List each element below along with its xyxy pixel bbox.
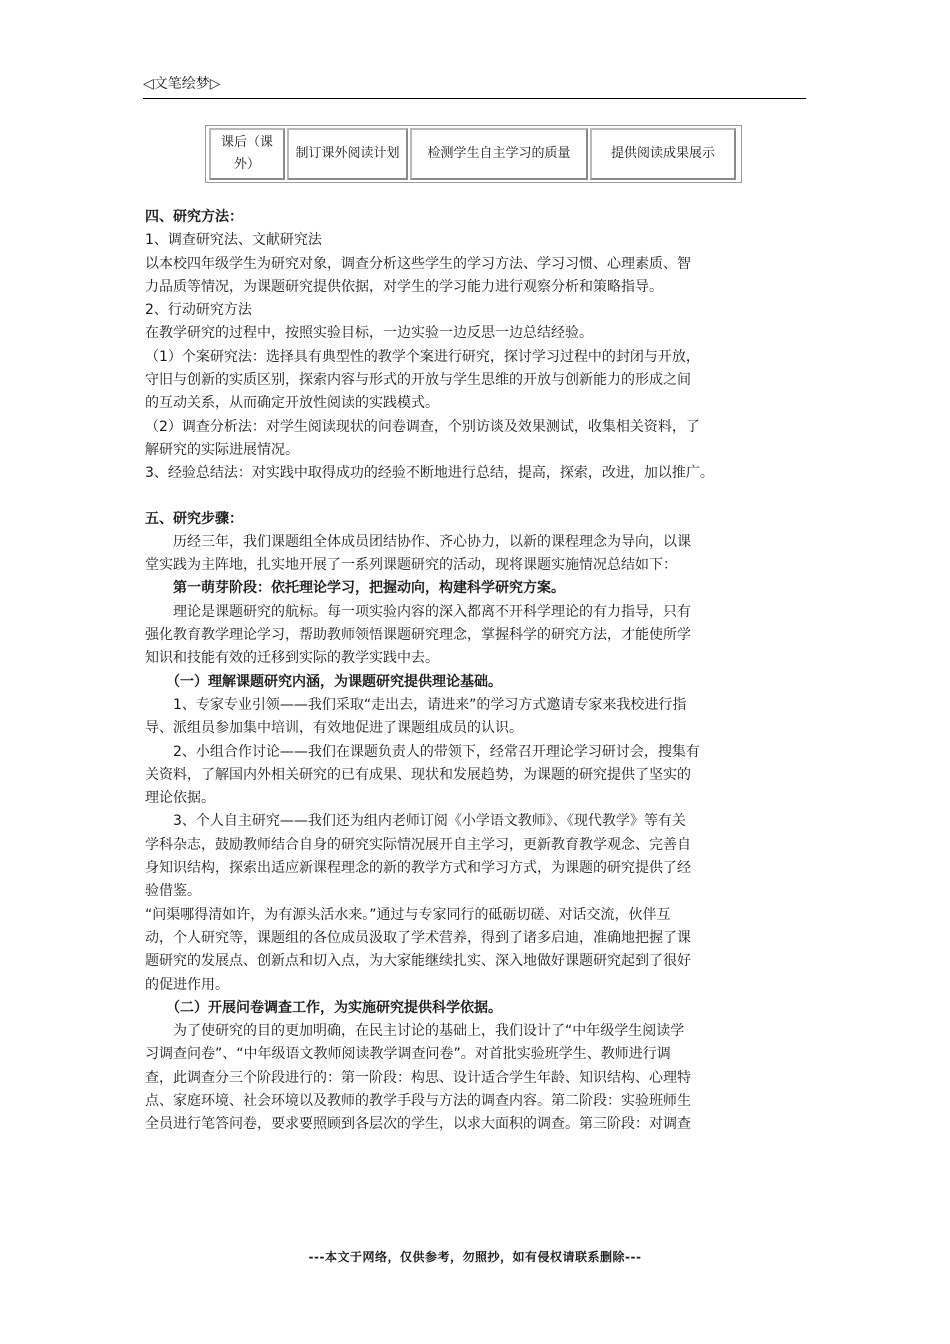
text-line: 强化教育教学理论学习，帮助教师领悟课题研究理念，掌握科学的研究方法，才能使所学 [145,627,691,644]
table-cell-stage [209,128,285,180]
blank-line [145,486,817,508]
text-line: 知识和技能有效的迁移到实际的教学实践中去。 [145,650,439,667]
text-line: 点、家庭环境、社会环境以及教师的教学手段与方法的调查内容。第二阶段：实验班师生 [145,1092,691,1109]
text-line: 习调查问卷”、“中年级语文教师阅读教学调查问卷”。对首批实验班学生、教师进行调 [145,1046,671,1063]
text-line: 堂实践为主阵地，扎实地开展了一系列课题研究的活动，现将课题实施情况总结如下： [145,557,677,574]
text-line: 力品质等情况，为课题研究提供依据，对学生的学习能力进行观察分析和策略指导。 [145,278,663,295]
text-line: 关资料，了解国内外相关研究的已有成果、现状和发展趋势，为课题的研究提供了坚实的 [145,766,691,783]
text-line: 在教学研究的过程中，按照实验目标，一边实验一边反思一边总结经验。 [145,325,593,342]
text-line: 为了使研究的目的更加明确，在民主讨论的基础上，我们设计了“中年级学生阅读学 [145,1023,685,1040]
text-line: 动，个人研究等，课题组的各位成员汲取了学术营养，得到了诸多启迪，准确地把握了课 [145,929,691,946]
section-heading: （二）开展问卷调查工作，为实施研究提供科学依据。 [145,999,502,1016]
cell-text: 提供阅读成果展示 [610,146,715,161]
footer-disclaimer: ---本文于网络，仅供参考，勿照抄，如有侵权请联系删除--- [308,1250,642,1264]
text-line: 历经三年，我们课题组全体成员团结协作、齐心协力，以新的课程理念为导向，以课 [145,533,691,550]
section-heading: 四、研究方法： [145,209,243,225]
text-line: 查，此调查分三个阶段进行的：第一阶段：构思、设计适合学生年龄、知识结构、心理特 [145,1069,691,1086]
text-line: （2）调查分析法：对学生阅读现状的问卷调查，个别访谈及效果测试，收集相关资料，了 [145,418,700,435]
text-line: 全员进行笔答问卷，要求要照顾到各层次的学生，以求大面积的调查。第三阶段：对调查 [145,1116,691,1133]
text-line: 的互动关系，从而确定开放性阅读的实践模式。 [145,395,439,412]
text-line: 2、行动研究方法 [145,302,252,319]
text-line: 理论依据。 [145,790,215,807]
text-line: 1、专家专业引领——我们采取“走出去，请进来”的学习方式邀请专家来我校进行指 [145,696,687,713]
table-cell-check [410,128,588,180]
plan-table-row [205,125,742,183]
text-line: 以本校四年级学生为研究对象，调查分析这些学生的学习方法、学习习惯、心理素质、智 [145,255,691,272]
document-body [145,206,817,1137]
table-cell-plan [287,128,408,180]
text-line: 2、小组合作讨论——我们在课题负责人的带领下，经常召开理论学习研讨会，搜集有 [145,743,700,760]
text-line: “问渠哪得清如许，为有源头活水来。”通过与专家同行的砥砺切磋、对话交流，伙伴互 [145,906,671,923]
brand-logo-text: ◁文笔绘梦▷ [143,76,221,92]
text-line: （1）个案研究法：选择具有典型性的教学个案进行研究，探讨学习过程中的封闭与开放， [145,348,700,365]
section-heading: 五、研究步骤： [145,510,243,527]
text-line: 学科杂志，鼓励教师结合自身的研究实际情况展开自主学习，更新教育教学观念、完善自 [145,836,691,853]
text-line: 理论是课题研究的航标。每一项实验内容的深入都离不开科学理论的有力指导，只有 [145,603,691,620]
text-line: 1、调查研究法、文献研究法 [145,232,322,249]
text-line: 解研究的实际进展情况。 [145,441,299,458]
table-cell-show [590,128,736,180]
text-line: 导、派组员参加集中培训，有效地促进了课题组成员的认识。 [145,720,523,737]
text-line: 的促进作用。 [145,976,229,993]
text-line: 题研究的发展点、创新点和切入点，为大家能继续扎实、深入地做好课题研究起到了很好 [145,953,691,970]
text-line: 身知识结构，探索出适应新课程理念的新的教学方式和学习方式，为课题的研究提供了经 [145,860,691,877]
section-heading: 第一萌芽阶段：依托理论学习，把握动向，构建科学研究方案。 [145,580,565,597]
cell-text: 课后（课 外） [220,135,273,172]
page-header [143,72,806,99]
text-line: 3、经验总结法：对实践中取得成功的经验不断地进行总结，提高，探索，改进，加以推广。 [145,465,714,482]
text-line: 3、个人自主研究——我们还为组内老师订阅《小学语文教师》、《现代教学》等有关 [145,813,686,830]
cell-text: 检测学生自主学习的质量 [427,146,571,161]
cell-text: 制订课外阅读计划 [295,146,400,161]
text-line: 守旧与创新的实质区别，探索内容与形式的开放与学生思维的开放与创新能力的形成之间 [145,372,691,389]
section-heading: （一）理解课题研究内涵，为课题研究提供理论基础。 [145,673,502,690]
text-line: 验借鉴。 [145,883,201,900]
